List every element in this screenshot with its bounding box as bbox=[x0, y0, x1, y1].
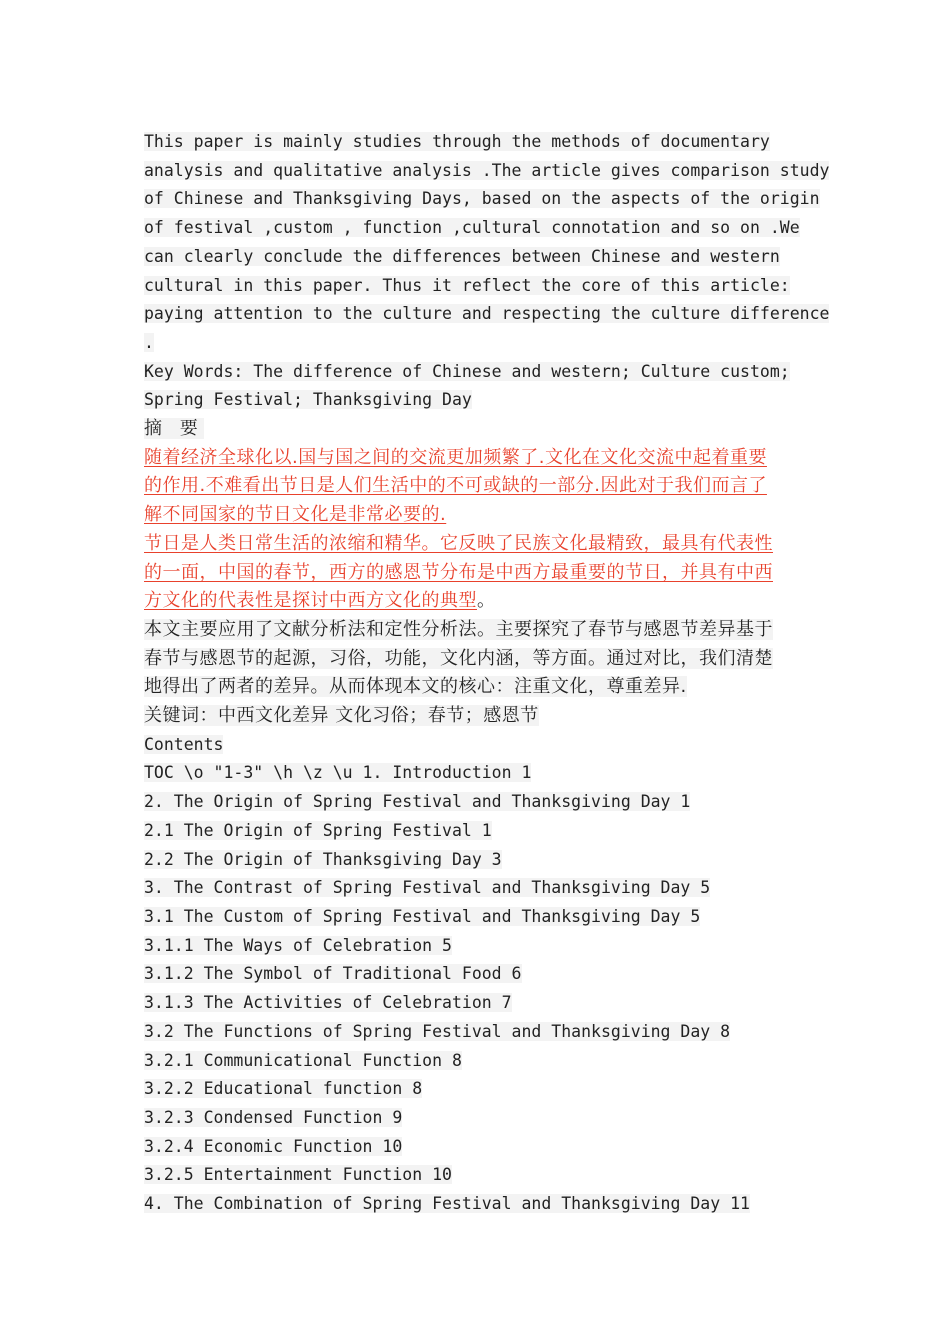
toc-item[interactable]: 4. The Combination of Spring Festival and Thanksgiving Day 11 bbox=[144, 1194, 750, 1214]
abstract-line: . bbox=[144, 332, 154, 352]
toc-item[interactable]: 3.2.2 Educational function 8 bbox=[144, 1079, 423, 1099]
highlighted-line: 的一面，中国的春节，西方的感恩节分布是中西方最重要的节日，并具有中西 bbox=[144, 561, 773, 583]
table-of-contents bbox=[144, 731, 809, 1219]
highlighted-line: 的作用.不难看出节日是人们生活中的不可或缺的一部分.因此对于我们而言了 bbox=[144, 475, 767, 497]
abstract-heading: 摘 要 bbox=[144, 418, 204, 440]
highlighted-line: 方文化的代表性是探讨中西方文化的典型 bbox=[144, 590, 477, 612]
abstract-line: 地得出了两者的差异。从而体现本文的核心：注重文化，尊重差异. bbox=[144, 676, 687, 698]
toc-item[interactable]: 3.2.1 Communicational Function 8 bbox=[144, 1050, 462, 1070]
abstract-line: 春节与感恩节的起源，习俗，功能，文化内涵，等方面。通过对比，我们清楚 bbox=[144, 647, 773, 669]
abstract-line: This paper is mainly studies through the methods of documentary bbox=[144, 132, 770, 151]
abstract-line: paying attention to the culture and respecting the culture difference bbox=[144, 304, 830, 324]
abstract-line: can clearly conclude the differences between Chinese and western bbox=[144, 246, 780, 266]
toc-item[interactable]: 3. The Contrast of Spring Festival and Thanksgiving Day 5 bbox=[144, 878, 711, 898]
abstract-line: of festival ,custom , function ,cultural connotation and so on .We bbox=[144, 218, 800, 238]
keywords-english bbox=[144, 358, 809, 415]
sentence-end: 。 bbox=[477, 590, 496, 612]
toc-item[interactable]: 3.1.1 The Ways of Celebration 5 bbox=[144, 935, 452, 955]
abstract-line: of Chinese and Thanksgiving Days, based on the aspects of the origin bbox=[144, 189, 820, 209]
highlighted-line: 解不同国家的节日文化是非常必要的. bbox=[144, 504, 447, 526]
abstract-line: 本文主要应用了文献分析法和定性分析法。主要探究了春节与感恩节差异基于 bbox=[144, 618, 773, 640]
keywords-line: Spring Festival; Thanksgiving Day bbox=[144, 390, 472, 410]
toc-item[interactable]: 3.1.3 The Activities of Celebration 7 bbox=[144, 993, 512, 1013]
highlighted-line: 节日是人类日常生活的浓缩和精华。它反映了民族文化最精致，最具有代表性 bbox=[144, 532, 773, 554]
toc-item[interactable]: 3.2.3 Condensed Function 9 bbox=[144, 1107, 403, 1127]
toc-item[interactable]: 3.1.2 The Symbol of Traditional Food 6 bbox=[144, 964, 522, 984]
abstract-english bbox=[144, 128, 830, 358]
keywords-chinese: 关键词：中西文化差异 文化习俗；春节；感恩节 bbox=[144, 705, 539, 727]
keywords-line: Key Words: The difference of Chinese and western; Culture custom; bbox=[144, 361, 790, 381]
abstract-chinese bbox=[144, 415, 809, 731]
toc-item[interactable]: 2.1 The Origin of Spring Festival 1 bbox=[144, 820, 492, 840]
toc-item[interactable]: 3.2.5 Entertainment Function 10 bbox=[144, 1165, 452, 1185]
toc-item[interactable]: 3.2.4 Economic Function 10 bbox=[144, 1136, 403, 1156]
contents-title: Contents bbox=[144, 734, 224, 754]
toc-item[interactable]: 2. The Origin of Spring Festival and Thanksgiving Day 1 bbox=[144, 792, 691, 812]
toc-item[interactable]: 2.2 The Origin of Thanksgiving Day 3 bbox=[144, 849, 502, 869]
toc-item[interactable]: TOC \o "1-3" \h \z \u 1. Introduction 1 bbox=[144, 763, 532, 783]
highlighted-line: 随着经济全球化以.国与国之间的交流更加频繁了.文化在文化交流中起着重要 bbox=[144, 446, 767, 468]
document-body bbox=[144, 128, 830, 1219]
toc-item[interactable]: 3.2 The Functions of Spring Festival and Thanksgiving Day 8 bbox=[144, 1021, 731, 1041]
abstract-line: cultural in this paper. Thus it reflect the core of this article: bbox=[144, 275, 790, 295]
abstract-line: analysis and qualitative analysis .The article gives comparison study bbox=[144, 160, 830, 180]
toc-item[interactable]: 3.1 The Custom of Spring Festival and Thanksgiving Day 5 bbox=[144, 906, 701, 926]
